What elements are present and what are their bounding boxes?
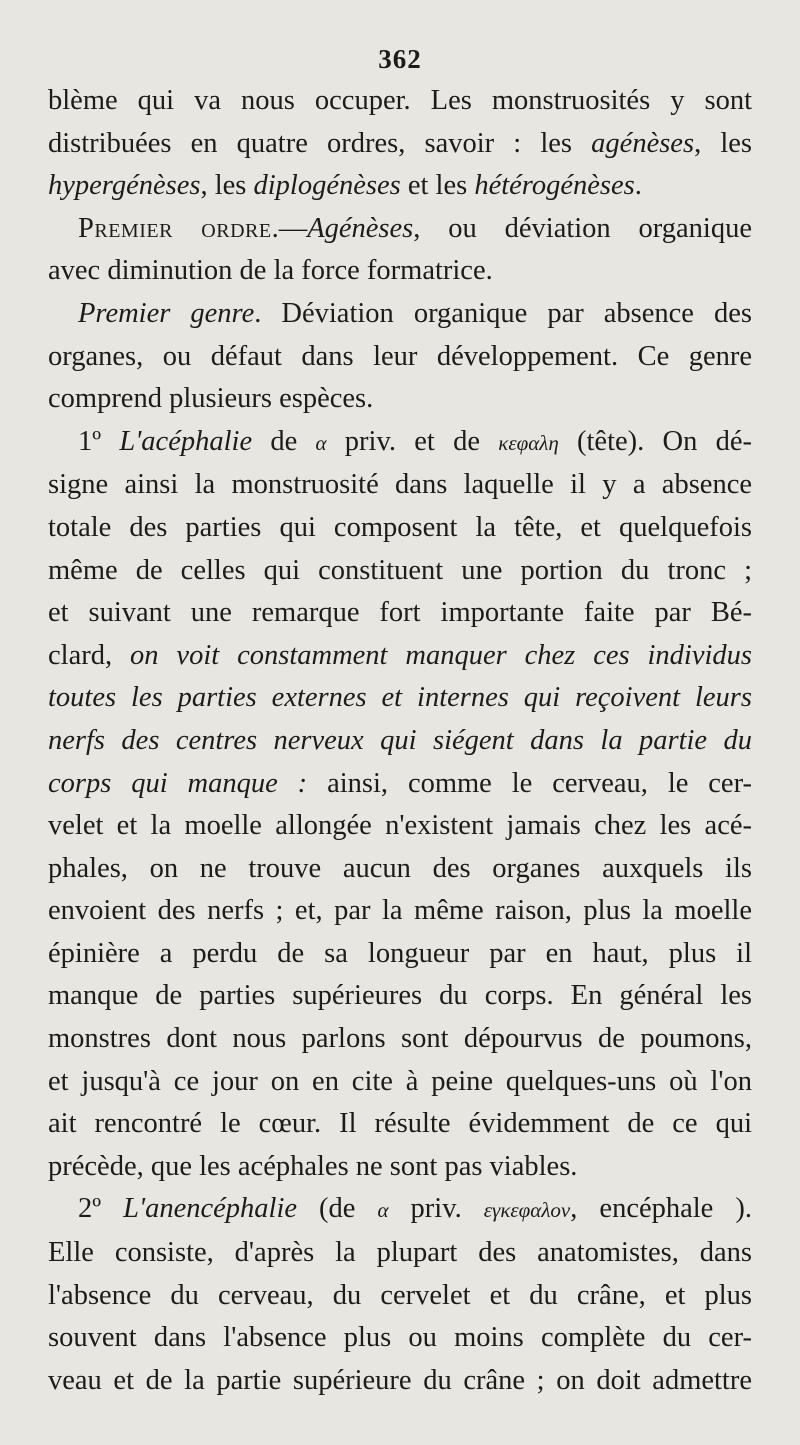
text-line: et jusqu'à ce jour on en cite à peine quelques-uns où l'on <box>48 1065 752 1097</box>
paragraph-anencephalia <box>48 1188 752 1402</box>
term-agenesis: agénèses <box>591 127 695 159</box>
text-run: priv. <box>388 1193 484 1225</box>
term-diplogenesis: diplogénèses <box>253 170 401 202</box>
text-run: distribuées en quatre ordres, savoir : les <box>48 127 592 159</box>
term-anencephalia: L'anencéphalie <box>123 1193 298 1225</box>
text-run: , les <box>200 170 254 202</box>
term-hypergenesis: hypergénèses <box>48 170 201 202</box>
text-line: monstres dont nous parlons sont dépourvus de poumons, <box>48 1023 752 1055</box>
term-acephalia: L'acéphalie <box>119 425 253 457</box>
text-run: ainsi, comme le cerveau, le cer- <box>307 767 752 799</box>
text-line: manque de parties supérieures du corps. En général les <box>48 980 752 1012</box>
quotation: on voit constamment manquer chez ces individus <box>130 639 752 671</box>
text-line <box>48 293 752 336</box>
subsection-heading: Premier genre <box>78 297 255 329</box>
text-line <box>48 720 752 763</box>
term-agenesis: Agénèses <box>307 212 414 244</box>
text-line <box>48 635 752 678</box>
text-line: signe ainsi la monstruosité dans laquelle il y a absence <box>48 469 752 501</box>
text-line: blème qui va nous occuper. Les monstruosités y sont <box>48 85 752 116</box>
quotation: corps qui manque : <box>48 767 308 799</box>
text-run: clard, <box>48 639 131 671</box>
text-line <box>48 763 752 806</box>
text-line <box>48 1188 752 1232</box>
body-text <box>48 80 752 1402</box>
text-line: phales, on ne trouve aucun des organes auxquels ils <box>48 852 752 884</box>
text-line: avec diminution de la force formatrice. <box>48 255 493 287</box>
text-line: l'absence du cerveau, du cervelet et du crâne, et plus <box>48 1279 752 1311</box>
text-line: épinière a perdu de sa longueur par en haut, plus il <box>48 937 752 969</box>
text-line: précède, que les acéphales ne sont pas viables. <box>48 1150 578 1182</box>
greek-word: κεφαλη <box>498 430 559 455</box>
text-run: , encéphale ). <box>570 1193 752 1225</box>
text-line: comprend plusieurs espèces. <box>48 383 374 415</box>
text-line: totale des parties qui composent la tête, et quelquefois <box>48 511 752 543</box>
term-heterogenesis: hétérogénèses <box>474 170 635 202</box>
text-line: Elle consiste, d'après la plupart des anatomistes, dans <box>48 1237 752 1269</box>
text-line: velet et la moelle allongée n'existent jamais chez les acé- <box>48 810 752 842</box>
text-run: (de <box>297 1193 378 1225</box>
text-run: priv. et de <box>326 425 499 457</box>
text-run: . Déviation organique par absence des <box>254 297 752 329</box>
page-number: 362 <box>378 44 422 74</box>
text-line <box>48 165 752 208</box>
text-run: et les <box>400 170 475 202</box>
text-line: veau et de la partie supérieure du crâne ; on doit admettre <box>48 1364 752 1396</box>
text-run: , les <box>694 127 752 159</box>
text-line: souvent dans l'absence plus ou moins complète du cer- <box>48 1322 752 1354</box>
quotation: nerfs des centres nerveux qui siégent dans la partie du <box>48 724 752 756</box>
text-line <box>48 421 752 465</box>
text-run: 2º <box>78 1193 124 1225</box>
text-line: organes, ou défaut dans leur développement. Ce genre <box>48 340 752 372</box>
text-line <box>48 677 752 720</box>
greek-word: εγκεφαλον <box>483 1198 571 1223</box>
paragraph-first-order <box>48 208 752 293</box>
text-run: . <box>634 170 642 202</box>
text-line <box>48 123 752 166</box>
section-heading: Premier ordre <box>78 212 272 244</box>
text-run: de <box>252 425 316 457</box>
greek-word: α <box>315 430 327 455</box>
text-line: envoient des nerfs ; et, par la même raison, plus la moelle <box>48 895 752 927</box>
quotation: toutes les parties externes et internes qui reçoivent leurs <box>48 682 752 714</box>
text-line: même de celles qui constituent une portion du tronc ; <box>48 554 752 586</box>
paragraph-first-genus <box>48 293 752 421</box>
text-run: , ou déviation organique <box>413 212 752 244</box>
text-line: et suivant une remarque fort importante faite par Bé- <box>48 597 752 629</box>
text-run: 1º <box>78 425 120 457</box>
text-run: (tête). On dé- <box>558 425 753 457</box>
text-line <box>48 208 752 251</box>
greek-word: α <box>377 1198 389 1223</box>
text-line: ait rencontré le cœur. Il résulte évidemment de ce qui <box>48 1108 752 1140</box>
paragraph-acephalia <box>48 421 752 1189</box>
paragraph-intro <box>48 80 752 208</box>
text-run: .— <box>271 212 308 244</box>
